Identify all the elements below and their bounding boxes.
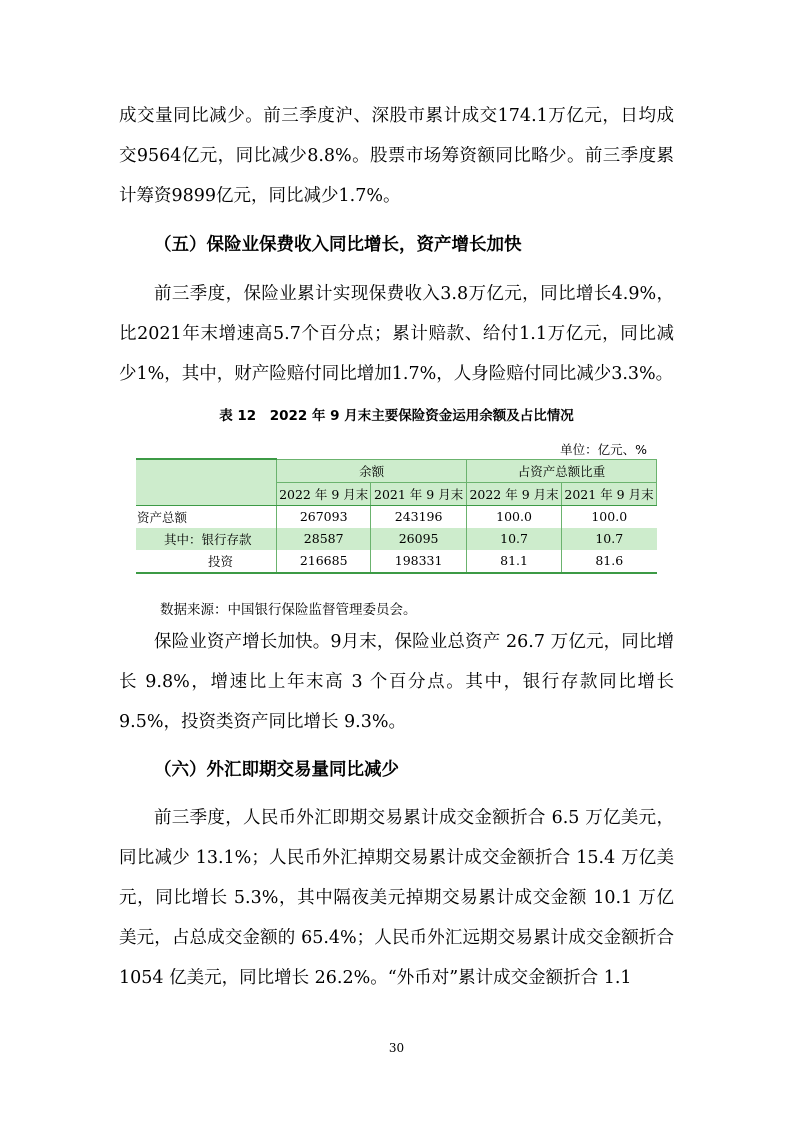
table-cell: 10.7	[467, 528, 562, 550]
row-label: 资产总额	[137, 509, 188, 525]
table-cell: 100.0	[467, 505, 562, 528]
page-number: 30	[388, 1041, 405, 1055]
table-row	[136, 550, 657, 573]
table-row	[136, 505, 657, 528]
table-header-row	[136, 459, 657, 482]
table-unit: 单位：亿元、%	[560, 442, 647, 457]
paragraph-insurance-assets: 保险业资产增长加快。9月末，保险业总资产 26.7 万亿元，同比增长 9.8%，增速比上年末高 3 个百分点。其中，银行存款同比增长 9.5%，投资类资产同比增长 9.3%。	[119, 632, 674, 732]
row-label: 投资	[136, 550, 277, 573]
row-label: 其中：银行存款	[136, 528, 277, 550]
insurance-funds-table	[136, 458, 657, 574]
subheader-cell: 2022 年 9 月末	[277, 482, 371, 505]
table-title: 表 12 2022 年 9 月末主要保险资金运用余额及占比情况	[219, 408, 574, 424]
table-cell: 81.6	[562, 550, 657, 573]
table-corner-cell	[136, 459, 277, 505]
table-cell: 28587	[277, 528, 371, 550]
header-balance: 余额	[277, 459, 467, 482]
subheader-cell: 2021 年 9 月末	[562, 482, 657, 505]
table-cell: 267093	[277, 505, 371, 528]
table-cell: 243196	[371, 505, 467, 528]
table-cell: 26095	[371, 528, 467, 550]
table-cell: 216685	[277, 550, 371, 573]
table-cell: 198331	[371, 550, 467, 573]
table-cell: 10.7	[562, 528, 657, 550]
table-row	[136, 528, 657, 550]
paragraph-stock-market: 成交量同比减少。前三季度沪、深股市累计成交174.1万亿元，日均成交9564亿元，同比减少8.8%。股票市场筹资额同比略少。前三季度累计筹资9899亿元，同比减少1.7%。	[119, 106, 674, 206]
table-source-note: 数据来源：中国银行保险监督管理委员会。	[160, 602, 417, 618]
paragraph-insurance-premiums: 前三季度，保险业累计实现保费收入3.8万亿元，同比增长4.9%，比2021年末增速高5.7个百分点；累计赔款、给付1.1万亿元，同比减少1%，其中，财产险赔付同比增加1.7%，人身险赔付同比减少3.3%。	[119, 284, 674, 384]
heading-insurance: （五）保险业保费收入同比增长，资产增长加快	[154, 235, 522, 255]
subheader-cell: 2022 年 9 月末	[467, 482, 562, 505]
heading-fx-spot: （六）外汇即期交易量同比减少	[154, 760, 399, 780]
subheader-cell: 2021 年 9 月末	[371, 482, 467, 505]
header-share: 占资产总额比重	[467, 459, 657, 482]
table-cell: 100.0	[562, 505, 657, 528]
paragraph-fx-trading: 前三季度，人民币外汇即期交易累计成交金额折合 6.5 万亿美元，同比减少 13.1%；人民币外汇掉期交易累计成交金额折合 15.4 万亿美元，同比增长 5.3%，其中隔夜美元掉期交易累计成交金额 10.1 万亿美元，占总成交金额的 65.4%；人民币外汇远期交易累计成交金额折合 1054 亿美元，同比增长 26.2%。“外币对”累计成交金额折合 1.1	[119, 808, 674, 988]
table-cell: 81.1	[467, 550, 562, 573]
